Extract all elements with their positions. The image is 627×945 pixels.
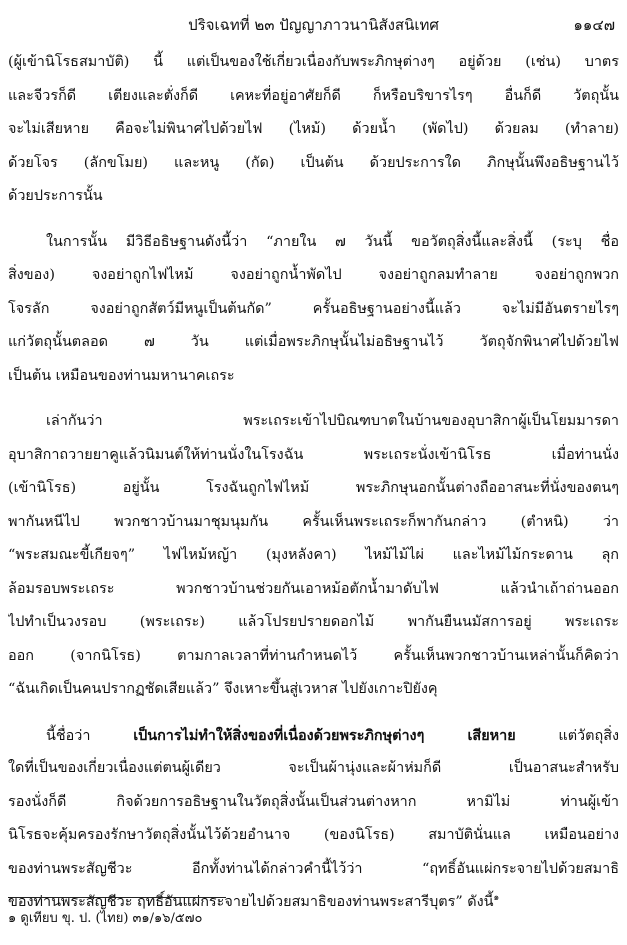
text-line: ด้วยประการนั้น [8,188,103,204]
text-line: นิโรธจะคุ้มครองรักษาวัตถุสิ่งนั้นไว้ด้วยอำนาจ (ของนิโรธ) สมาบัตินั่นแล เหมือนอย่าง [8,827,619,843]
text-line: ใดที่เป็นของเกี่ยวเนื่องแต่ตนผู้เดียว จะเป็นผ้านุ่งและผ้าห่มก็ดี เป็นอาสนะสำหรับ [8,760,619,776]
page-header [8,10,619,40]
text-line-with-emphasis [8,719,619,753]
text-line: (ผู้เข้านิโรธสมาบัติ) นี้ แต่เป็นของใช้เกี่ยวเนื่องกับพระภิกษุต่างๆ อยู่ด้วย (เช่น) บาตร [8,54,619,70]
text-line: เป็นต้น เหมือนของท่านมหานาคเถระ [8,367,235,384]
text-line: เล่ากันว่า พระเถระเข้าไปบิณฑบาตในบ้านของอุบาสิกาผู้เป็นโยมมารดา [46,413,619,429]
footnote-divider [8,897,226,898]
paragraph-1 [8,46,619,214]
text-line: พากันหนีไป พวกชาวบ้านมาชุมนุมกัน ครั้นเห็นพระเถระก็พากันกล่าว (ตำหนิ) ว่า [8,513,619,530]
text-line: “ฉันเกิดเป็นคนปรากฏชัดเสียแล้ว” จึงเหาะขึ้นสู่เวหาส ไปยังเกาะปิยังคุ [8,681,438,697]
trailing-text: แต่วัตถุสิ่ง [515,727,619,744]
text-line: ไปทำเป็นวงรอบ (พระเถระ) แล้วโปรยปรายดอกไม้ พากันยืนนมัสการอยู่ พระเถระ [8,614,619,630]
text-line: ของท่านพระสัญชีวะ อีกทั้งท่านได้กล่าวคำนี้ไว้ว่า “ฤทธิ์อันแผ่กระจายไปด้วยสมาธิ [8,860,619,877]
text-line: รองนั่งก็ดี กิจด้วยการอธิษฐานในวัตถุสิ่งนั้นเป็นส่วนต่างหาก หามิไม่ ท่านผู้เข้า [8,793,619,810]
text-line: สิ่งของ) จงอย่าถูกไฟไหม้ จงอย่าถูกน้ำพัดไป จงอย่าถูกลมทำลาย จงอย่าถูกพวก [8,267,619,283]
text-line: (เข้านิโรธ) อยู่นั้น โรงฉันถูกไฟไหม้ พระภิกษุนอกนั้นต่างถืออาสนะที่นั่งของตนๆ [8,480,619,496]
text-line: ล้อมรอบพระเถระ พวกชาวบ้านช่วยกันเอาหม้อตักน้ำมาดับไฟ แล้วนำเถ้าถ่านออก [8,580,619,597]
text-line: ออก (จากนิโรธ) ตามกาลเวลาที่ท่านกำหนดไว้ ครั้นเห็นพวกชาวบ้านเหล่านั้นก็คิดว่า [8,647,619,664]
text-line: “พระสมณะขี้เกียจๆ” ไฟไหม้หญ้า (มุงหลังคา) ไหม้ไม้ไผ่ และไหม้ไม้กระดาน ลุก [8,547,619,563]
text-line: อุบาสิกาถวายยาคูแล้วนิมนต์ให้ท่านนั่งในโรงฉัน พระเถระนั่งเข้านิโรธ เมื่อท่านนั่ง [8,446,619,463]
lead-text: นี้ชื่อว่า [46,727,134,744]
footnote-mark: ๑ [8,911,17,926]
text-line: และจีวรก็ดี เตียงและตั่งก็ดี เคหะที่อยู่อาศัยก็ดี ก็หรือบริขารไรๆ อื่นก็ดี วัตถุนั้น [8,87,619,104]
text-line: ด้วยโจร (ลักขโมย) และหนู (กัด) เป็นต้น ด้วยประการใด ภิกษุนั้นพึงอธิษฐานไว้ [8,154,619,171]
paragraph-3 [8,405,619,707]
footnote-text: ดูเทียบ ขุ. ป. (ไทย) ๓๑/๑๖/๕๗๐ [20,911,203,926]
bold-emphasis: เป็นการไม่ทำให้สิ่งของที่เนื่องด้วยพระภิกษุต่างๆ เสียหาย [133,726,516,744]
footnote [8,906,202,932]
text-line-content: ของท่านพระสัญชีวะ ฤทธิ์อันแผ่กระจายไปด้วยสมาธิของท่านพระสารีบุตร” ดังนี้ [8,894,494,910]
paragraph-2 [8,226,619,394]
chapter-title: ปริจเฉทที่ ๒๓ ปัญญาภาวนานิสังสนิเทศ [188,16,439,34]
footnote-reference[interactable]: ๑ [493,893,500,904]
text-line: จะไม่เสียหาย คือจะไม่พินาศไปด้วยไฟ (ไหม้) ด้วยน้ำ (พัดไป) ด้วยลม (ทำลาย) [8,121,619,137]
body-text [8,46,619,932]
text-line: แก่วัตถุนั้นตลอด ๗ วัน แต่เมื่อพระภิกษุนั้นไม่อธิษฐานไว้ วัตถุจักพินาศไปด้วยไฟ [8,334,619,350]
text-line: ในการนั้น มีวิธีอธิษฐานดังนี้ว่า “ภายใน ๗ วันนี้ ขอวัตถุสิ่งนี้และสิ่งนี้ (ระบุ ชื่อ [46,233,619,250]
text-line: โจรลัก จงอย่าถูกสัตว์มีหนูเป็นต้นกัด” ครั้นอธิษฐานอย่างนี้แล้ว จะไม่มีอันตรายไรๆ [8,300,619,317]
paragraph-4 [8,719,619,920]
page-number: ๑๑๔๗ [573,16,615,34]
